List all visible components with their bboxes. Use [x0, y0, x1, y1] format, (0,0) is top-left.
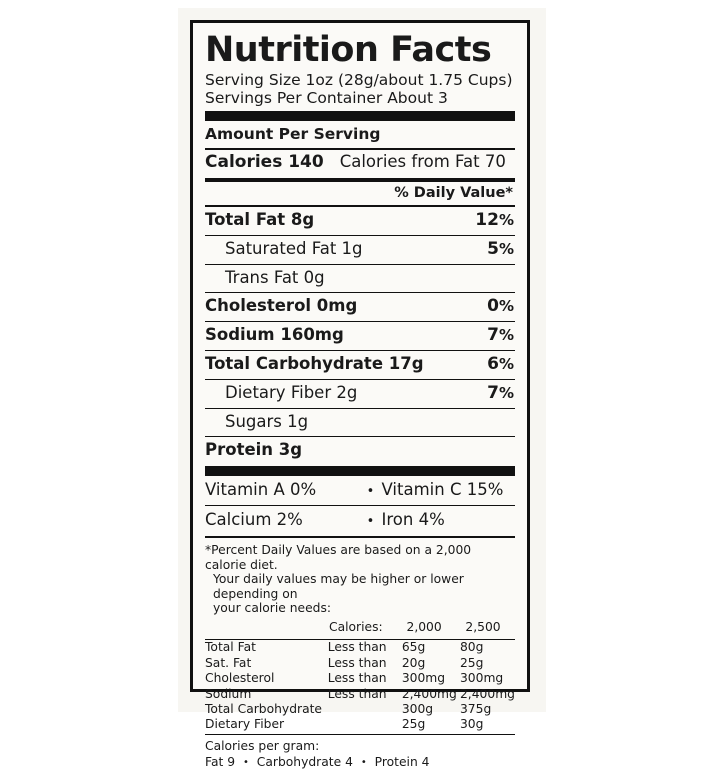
nutrient-name-dietary-fiber: Dietary Fiber 2g — [225, 383, 358, 402]
percent-sign: % — [498, 326, 514, 344]
nutrient-name-protein: Protein 3g — [205, 440, 303, 459]
dv-row-less-cholesterol: Less than — [327, 671, 387, 686]
table-row — [205, 671, 515, 686]
table-row — [205, 686, 515, 701]
amount-per-serving-label: Amount Per Serving — [205, 125, 381, 143]
nutrient-name-total-fat: Total Fat 8g — [205, 210, 315, 229]
table-row — [205, 655, 515, 670]
nutrient-row-total-carbohydrate — [205, 351, 515, 377]
nutrition-facts-panel — [190, 20, 530, 770]
bullet-separator-icon: • — [360, 757, 367, 769]
dv-row-2000-total-carbohydrate: 300g — [401, 701, 434, 716]
calories-from-fat-value: Calories from Fat 70 — [339, 152, 506, 171]
calcium-value: Calcium 2% — [205, 510, 303, 529]
calories-per-gram-title: Calories per gram: — [205, 739, 320, 754]
vitamin-c-value: Vitamin C 15% — [381, 480, 504, 499]
dv-row-2500-total-carbohydrate: 375g — [459, 701, 492, 716]
dv-row-name-total-carbohydrate: Total Carbohydrate — [205, 701, 322, 716]
percent-sign: % — [498, 355, 514, 373]
dv-row-name-sodium: Sodium — [205, 686, 252, 701]
calories-value: Calories 140 — [205, 152, 324, 172]
nutrient-row-protein — [205, 437, 515, 462]
table-header-blank — [205, 619, 329, 637]
cpg-fat: Fat 9 — [205, 755, 236, 770]
footnote-line-1: *Percent Daily Values are based on a 2,000 calorie diet. — [205, 543, 472, 572]
servings-per-container-text: Servings Per Container About 3 — [205, 89, 448, 107]
vitamin-row-calcium-iron — [205, 506, 515, 533]
table-row — [205, 717, 515, 732]
footnote-line-3: your calorie needs: — [213, 601, 332, 616]
nutrient-name-total-carbohydrate: Total Carbohydrate 17g — [205, 354, 424, 373]
percent-sign: % — [498, 240, 514, 258]
percent-sign: % — [498, 297, 514, 315]
dv-row-2000-sodium: 2,400mg — [401, 686, 457, 701]
table-header-2000: 2,000 — [406, 619, 442, 634]
nutrient-name-trans-fat: Trans Fat 0g — [225, 268, 325, 287]
nutrient-dv-dietary-fiber: 7 — [487, 383, 499, 403]
calories-row — [205, 150, 515, 174]
vitamin-row-a-c — [205, 476, 515, 503]
nutrient-row-saturated-fat — [205, 236, 515, 262]
nutrient-dv-total-fat: 12 — [475, 210, 499, 230]
dv-row-2000-cholesterol: 300mg — [401, 671, 446, 686]
divider-thick-vitamins — [205, 466, 515, 476]
nutrient-dv-cholesterol: 0 — [487, 296, 499, 316]
nutrient-row-total-fat — [205, 207, 515, 233]
calories-per-gram-items — [205, 754, 515, 770]
dv-row-2000-total-fat: 65g — [401, 640, 426, 655]
dv-row-2500-dietary-fiber: 30g — [459, 717, 484, 732]
dv-row-2000-dietary-fiber: 25g — [401, 717, 426, 732]
table-header-calories: Calories: — [329, 619, 383, 634]
cpg-protein: Protein 4 — [374, 755, 430, 770]
divider-thick-top — [205, 111, 515, 121]
dv-row-name-sat-fat: Sat. Fat — [205, 655, 252, 670]
nutrient-name-saturated-fat: Saturated Fat 1g — [225, 239, 363, 258]
dv-row-less-total-fat: Less than — [327, 640, 387, 655]
dv-row-less-sat-fat: Less than — [327, 655, 387, 670]
nutrient-name-sodium: Sodium 160mg — [205, 325, 344, 344]
table-row — [205, 640, 515, 655]
bullet-separator-icon: • — [366, 484, 375, 499]
table-header-row — [205, 619, 515, 637]
nutrient-row-sugars — [205, 409, 515, 434]
dv-row-2500-cholesterol: 300mg — [459, 671, 504, 686]
dv-row-2500-total-fat: 80g — [459, 640, 484, 655]
iron-value: Iron 4% — [381, 510, 445, 529]
nutrient-name-sugars: Sugars 1g — [225, 412, 309, 431]
nutrient-row-trans-fat — [205, 265, 515, 290]
serving-size-text: Serving Size 1oz (28g/about 1.75 Cups) — [205, 71, 513, 89]
nutrient-row-sodium — [205, 322, 515, 348]
page-title: Nutrition Facts — [205, 30, 492, 70]
dv-row-name-dietary-fiber: Dietary Fiber — [205, 717, 285, 732]
percent-sign: % — [498, 384, 514, 402]
cpg-carbohydrate: Carbohydrate 4 — [256, 755, 353, 770]
dv-row-2500-sat-fat: 25g — [459, 655, 484, 670]
dv-row-less-total-carbohydrate — [328, 701, 402, 716]
vitamin-a-value: Vitamin A 0% — [205, 480, 317, 499]
dv-row-name-cholesterol: Cholesterol — [205, 671, 275, 686]
dv-row-less-sodium: Less than — [327, 686, 387, 701]
footnote-text — [205, 538, 515, 619]
dv-row-2000-sat-fat: 20g — [401, 655, 426, 670]
nutrient-name-cholesterol: Cholesterol 0mg — [205, 296, 358, 315]
table-header-2500: 2,500 — [465, 619, 501, 634]
nutrient-row-dietary-fiber — [205, 380, 515, 406]
daily-values-table — [205, 619, 515, 637]
footnote-line-2: Your daily values may be higher or lower depending on — [213, 572, 464, 601]
dv-row-2500-sodium: 2,400mg — [459, 686, 515, 701]
dv-row-name-total-fat: Total Fat — [205, 640, 256, 655]
nutrient-dv-saturated-fat: 5 — [487, 239, 499, 259]
percent-sign: % — [498, 211, 514, 229]
calories-per-gram-block — [205, 735, 515, 770]
bullet-separator-icon: • — [366, 514, 375, 529]
daily-values-table-body — [205, 640, 515, 732]
daily-value-header: % Daily Value* — [394, 185, 513, 201]
table-row — [205, 701, 515, 716]
dv-row-less-dietary-fiber — [328, 717, 402, 732]
nutrient-dv-sodium: 7 — [487, 325, 499, 345]
nutrient-dv-total-carbohydrate: 6 — [487, 354, 499, 374]
bullet-separator-icon: • — [242, 757, 249, 769]
nutrient-row-cholesterol — [205, 293, 515, 319]
